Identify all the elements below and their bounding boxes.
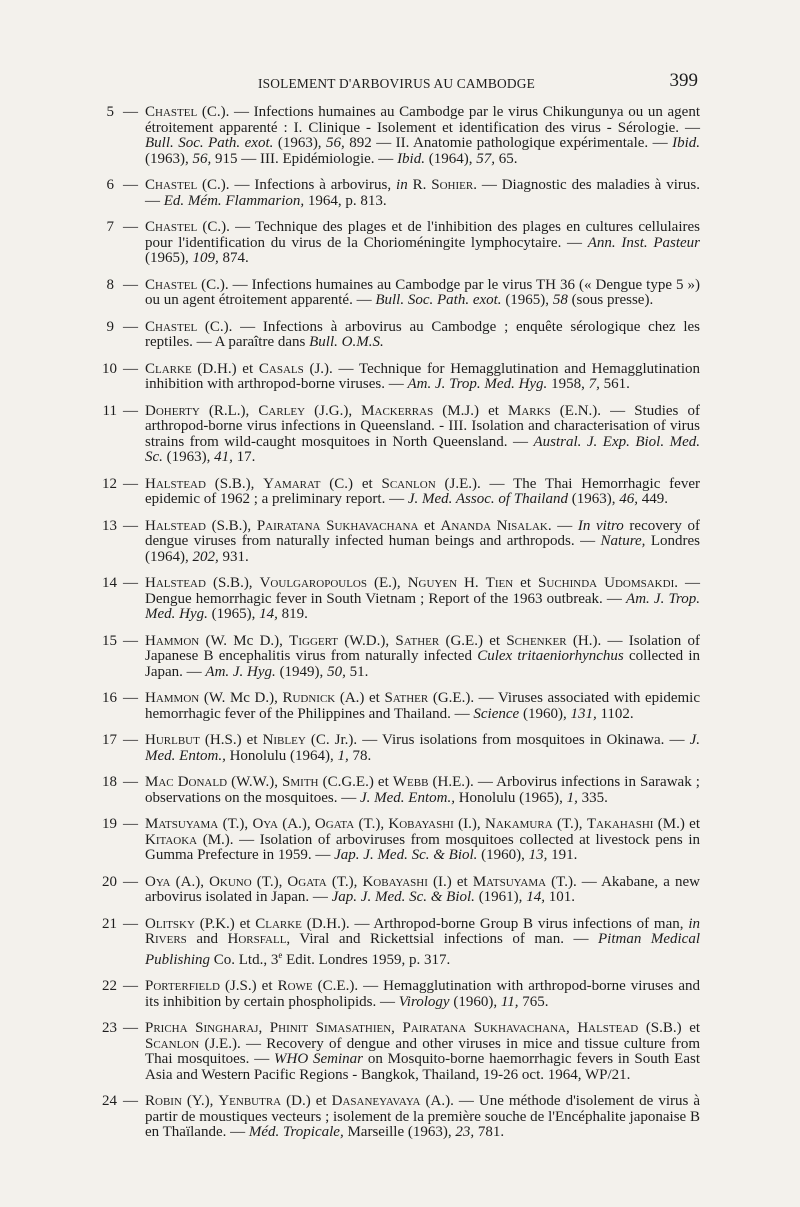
reference-number: 17 — [102, 732, 117, 748]
reference-dash: — — [123, 1020, 138, 1036]
reference-text: Pricha Singharaj, Phinit Simasathien, Pairatana Sukhavachana, Halstead (S.B.) et Scanlon (J.E.). — Recovery of dengue and other viruses in mice and tissue culture from Thai mosquitoes. — WHO Seminar on Mosquito-borne haemorrhagic fevers in South East Asia and Western Pacific Regions - Bangkok, Thailand, 19-26 oct. 1964, WP/21. — [145, 1020, 701, 1083]
reference-text: Halstead (S.B.), Yamarat (C.) et Scanlon (J.E.). — The Thai Hemorrhagic fever epidemic of 1962 ; a preliminary report. — J. Med. Assoc. of Thailand (1963), 46, 449. — [145, 475, 700, 507]
reference-number: 20 — [102, 873, 117, 890]
reference-dash: — — [123, 1093, 138, 1109]
reference-text: Chastel (C.). — Infections à arbovirus au Cambodge ; enquête sérologique chez les reptiles. — A paraître dans Bull. O.M.S. — [145, 318, 700, 350]
reference-number: 15 — [102, 632, 117, 649]
reference-number: 7 — [106, 219, 114, 235]
reference-entry — [0, 178, 800, 209]
reference-entry — [0, 979, 800, 1010]
reference-number: 11 — [102, 402, 117, 419]
reference-entry — [0, 875, 800, 906]
reference-dash: — — [123, 517, 138, 534]
reference-dash: — — [123, 219, 138, 235]
reference-entry — [0, 362, 800, 393]
reference-number: 8 — [106, 276, 114, 293]
reference-dash: — — [123, 690, 138, 706]
reference-dash: — — [123, 575, 138, 591]
reference-number: 19 — [102, 816, 117, 832]
reference-text: Hammon (W. Mc D.), Tiggert (W.D.), Sather (G.E.) et Schenker (H.). — Isolation of Japanese B encephalitis virus from naturally infected Culex tritaeniorhynchus collected in Japan. — Am. J. Hyg. (1949), 50, 51. — [145, 632, 701, 680]
reference-number: 5 — [106, 104, 114, 120]
reference-text: Chastel (C.). — Infections humaines au Cambodge par le virus TH 36 (« Dengue type 5 ») ou un agent étroitement apparenté. — Bull. Soc. Path. exot. (1965), 58 (sous presse). — [145, 276, 700, 308]
reference-text: Olitsky (P.K.) et Clarke (D.H.). — Arthropod-borne Group B virus infections of man, in Rivers and Horsfall, Viral and Rickettsial infections of man. — Pitman Medical Publishing Co. Ltd., 3e Edit. Londres 1959, p. 317. — [145, 915, 700, 968]
reference-dash: — — [123, 177, 138, 193]
reference-entry — [0, 477, 800, 508]
reference-text: Halstead (S.B.), Voulgaropoulos (E.), Nguyen H. Tien et Suchinda Udomsakdi. — Dengue hemorrhagic fever in South Vietnam ; Report of the 1963 outbreak. — Am. J. Trop. Med. Hyg. (1965), 14, 819. — [145, 575, 701, 622]
running-title: ISOLEMENT D'ARBOVIRUS AU CAMBODGE — [258, 76, 535, 91]
reference-entry — [0, 404, 800, 466]
reference-entry — [0, 733, 800, 764]
reference-dash: — — [123, 978, 138, 994]
reference-dash: — — [123, 915, 138, 932]
reference-entry — [0, 817, 800, 864]
reference-text: Porterfield (J.S.) et Rowe (C.E.). — Hemagglutination with arthropod-borne viruses and its inhibition by certain phospholipids. — Virology (1960), 11, 765. — [145, 978, 700, 1010]
reference-entry — [0, 576, 800, 623]
reference-text: Chastel (C.). — Technique des plages et de l'inhibition des plages en cultures cellulaires pour l'identification du virus de la Chorioméningite lymphocytaire. — Ann. Inst. Pasteur (1965), 109, 874. — [145, 219, 700, 266]
reference-text: Hurlbut (H.S.) et Nibley (C. Jr.). — Virus isolations from mosquitoes in Okinawa. — J. Med. Entom., Honolulu (1964), 1, 78. — [145, 732, 700, 764]
reference-text: Matsuyama (T.), Oya (A.), Ogata (T.), Kobayashi (I.), Nakamura (T.), Takahashi (M.) et Kitaoka (M.). — Isolation of arboviruses from mosquitoes collected at livestock pens in Gumma Prefecture in 1959. — Jap. J. Med. Sc. & Biol. (1960), 13, 191. — [145, 816, 700, 863]
reference-text: Mac Donald (W.W.), Smith (C.G.E.) et Webb (H.E.). — Arbovirus infections in Sarawak ; observations on the mosquitoes. — J. Med. Entom., Honolulu (1965), 1, 335. — [145, 774, 700, 806]
reference-text: Chastel (C.). — Infections à arbovirus, in R. Sohier. — Diagnostic des maladies à virus. — Ed. Mém. Flammarion, 1964, p. 813. — [145, 177, 700, 209]
reference-number: 24 — [102, 1093, 117, 1109]
page-number: 399 — [669, 70, 698, 91]
reference-number: 13 — [102, 517, 117, 534]
reference-dash: — — [123, 816, 138, 832]
reference-entry — [0, 278, 800, 309]
reference-text: Doherty (R.L.), Carley (J.G.), Mackerras (M.J.) et Marks (E.N.). — Studies of arthropod-borne virus infections in Queensland. - III. Isolation and characterisation of virus strains from wild-caught mosquitoes in North Queensland. — Austral. J. Exp. Biol. Med. Sc. (1963), 41, 17. — [145, 402, 700, 465]
reference-number: 18 — [102, 774, 117, 790]
reference-dash: — — [123, 276, 138, 293]
reference-dash: — — [123, 873, 138, 890]
reference-number: 16 — [102, 690, 117, 706]
reference-entry — [0, 1094, 800, 1141]
reference-entry — [0, 105, 800, 167]
reference-number: 22 — [102, 978, 117, 994]
reference-number: 10 — [102, 360, 117, 377]
reference-text: Halstead (S.B.), Pairatana Sukhavachana et Ananda Nisalak. — In vitro recovery of dengue viruses from naturally infected human beings and arthropods. — Nature, Londres (1964), 202, 931. — [145, 517, 701, 565]
reference-list — [0, 105, 800, 1152]
reference-text: Hammon (W. Mc D.), Rudnick (A.) et Sather (G.E.). — Viruses associated with epidemic hemorrhagic fever of the Philippines and Thailand. — Science (1960), 131, 1102. — [145, 690, 700, 722]
reference-dash: — — [123, 402, 138, 419]
reference-number: 9 — [106, 318, 114, 335]
reference-dash: — — [123, 360, 138, 377]
reference-entry — [0, 775, 800, 806]
reference-entry — [0, 634, 800, 681]
page-header — [118, 70, 698, 96]
reference-number: 12 — [102, 475, 117, 492]
reference-dash: — — [123, 104, 138, 120]
reference-text: Robin (Y.), Yenbutra (D.) et Dasaneyavaya (A.). — Une méthode d'isolement de virus à partir de moustiques vecteurs ; isolement de la première souche de l'Encéphalite japonaise B en Thaïlande. — Méd. Tropicale, Marseille (1963), 23, 781. — [145, 1093, 700, 1140]
reference-text: Oya (A.), Okuno (T.), Ogata (T.), Kobayashi (I.) et Matsuyama (T.). — Akabane, a new arbovirus isolated in Japan. — Jap. J. Med. Sc. & Biol. (1961), 14, 101. — [145, 873, 701, 905]
reference-number: 6 — [106, 177, 114, 193]
reference-number: 21 — [102, 915, 117, 932]
reference-dash: — — [123, 732, 138, 748]
reference-dash: — — [123, 475, 138, 492]
reference-entry — [0, 519, 800, 566]
reference-text: Clarke (D.H.) et Casals (J.). — Technique for Hemagglutination and Hemagglutination inhibition with arthropod-borne viruses. — Am. J. Trop. Med. Hyg. 1958, 7, 561. — [145, 360, 700, 392]
reference-entry — [0, 917, 800, 969]
reference-entry — [0, 1021, 800, 1083]
reference-text: Chastel (C.). — Infections humaines au Cambodge par le virus Chikungunya ou un agent étroitement apparenté : I. Clinique - Isolement et identification des virus - Sérologie. — Bull. Soc. Path. exot. (1963), 56, 892 — II. Anatomie pathologique expérimentale. — Ibid. (1963), 56, 915 — III. Epidémiologie. — Ibid. (1964), 57, 65. — [145, 104, 700, 167]
reference-entry — [0, 320, 800, 351]
reference-number: 14 — [102, 575, 117, 591]
reference-dash: — — [123, 318, 138, 335]
reference-entry — [0, 691, 800, 722]
reference-number: 23 — [102, 1020, 117, 1036]
reference-dash: — — [123, 774, 138, 790]
reference-dash: — — [123, 632, 138, 649]
reference-entry — [0, 220, 800, 267]
